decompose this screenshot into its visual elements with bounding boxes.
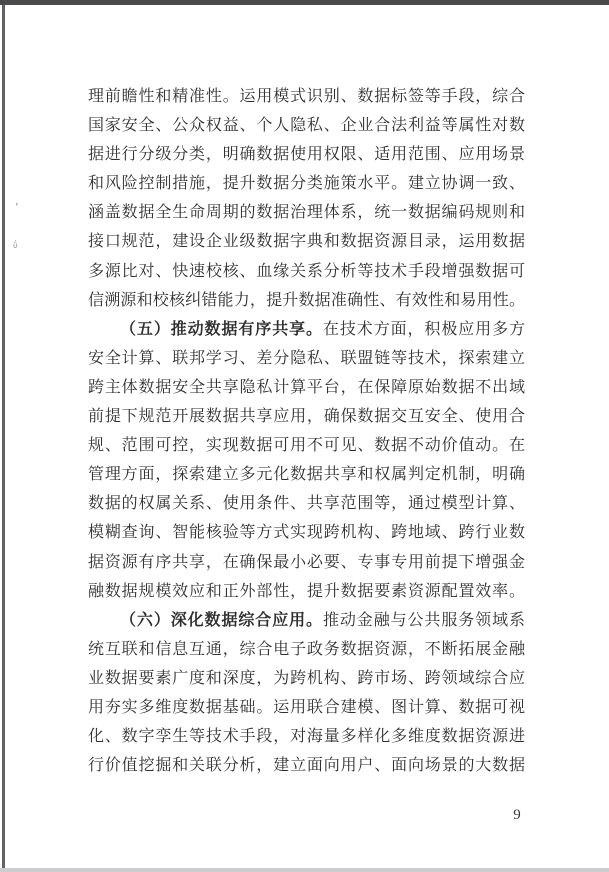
- text-line: [88, 548, 525, 577]
- text-line: [88, 227, 525, 256]
- line-text: 理前瞻性和精准性。运用模式识别、数据标签等手段，综合: [88, 88, 525, 105]
- text-line: [88, 315, 525, 344]
- text-line: [88, 198, 525, 227]
- text-line: [88, 402, 525, 431]
- line-text: 信溯源和校核纠错能力，提升数据准确性、有效性和易用性。: [88, 291, 525, 309]
- line-text: 规、范围可控，实现数据可用不可见、数据不动价值动。在: [88, 437, 525, 455]
- line-text: 模糊查询、智能核验等方式实现跨机构、跨地域、跨行业数: [88, 524, 525, 542]
- text-line: [88, 431, 525, 460]
- text-line: [88, 140, 525, 169]
- line-text: 据进行分级分类，明确数据使用权限、适用范围、应用场景: [88, 146, 525, 164]
- text-line: [88, 606, 525, 635]
- line-text: 在技术方面，积极应用多方: [322, 320, 525, 338]
- line-text: 跨主体数据安全共享隐私计算平台，在保障原始数据不出域: [88, 378, 525, 396]
- line-text: 用夯实多维度数据基础。运用联合建模、图计算、数据可视: [88, 698, 525, 716]
- line-text: 接口规范，建设企业级数据字典和数据资源目录，运用数据: [88, 233, 525, 251]
- text-line: [88, 460, 525, 489]
- line-text: 和风险控制措施，提升数据分类施策水平。建立协调一致、: [88, 175, 525, 193]
- line-text: 国家安全、公众权益、个人隐私、企业合法利益等属性对数: [88, 117, 525, 135]
- scan-artifact-mark: ʼ: [15, 201, 19, 214]
- scan-edge-top: [0, 0, 609, 5]
- text-line: [88, 169, 525, 198]
- line-text: 推动金融与公共服务领域系: [322, 611, 525, 629]
- paragraph: [88, 606, 525, 781]
- document-body: [88, 82, 525, 780]
- text-line: [88, 82, 525, 111]
- line-text: 多源比对、快速校核、血缘关系分析等技术手段增强数据可: [88, 262, 525, 280]
- page-number: 9: [513, 807, 521, 823]
- paragraph: [88, 82, 525, 315]
- section-heading: （五）推动数据有序共享。: [120, 320, 323, 338]
- section-heading: （六）深化数据综合应用。: [120, 611, 323, 629]
- scan-edge-left: [2, 5, 5, 872]
- line-text: 涵盖数据全生命周期的数据治理体系，统一数据编码规则和: [88, 204, 525, 222]
- text-line: [88, 373, 525, 402]
- line-text: 前提下规范开展数据共享应用，确保数据交互安全、使用合: [88, 408, 525, 426]
- line-text: 行价值挖掘和关联分析，建立面向用户、面向场景的大数据: [88, 757, 525, 775]
- text-line: [88, 286, 525, 315]
- line-text: 融数据规模效应和正外部性，提升数据要素资源配置效率。: [88, 582, 525, 600]
- text-line: [88, 693, 525, 722]
- text-line: [88, 751, 525, 780]
- line-text: 统互联和信息互通，综合电子政务数据资源，不断拓展金融: [88, 640, 525, 658]
- text-line: [88, 635, 525, 664]
- text-line: [88, 344, 525, 373]
- line-text: 化、数字孪生等技术手段，对海量多样化多维度数据资源进: [88, 728, 525, 746]
- paragraph: [88, 315, 525, 606]
- line-text: 据资源有序共享，在确保最小必要、专事专用前提下增强金: [88, 553, 525, 571]
- line-text: 业数据要素广度和深度，为跨机构、跨市场、跨领域综合应: [88, 669, 525, 687]
- text-line: [88, 111, 525, 140]
- line-text: 安全计算、联邦学习、差分隐私、联盟链等技术，探索建立: [88, 349, 525, 367]
- scan-edge-bottom: [0, 868, 609, 872]
- line-text: 管理方面，探索建立多元化数据共享和权属判定机制，明确: [88, 466, 525, 484]
- text-line: [88, 577, 525, 606]
- text-line: [88, 489, 525, 518]
- text-line: [88, 257, 525, 286]
- scan-artifact-mark: ΰ: [13, 241, 18, 250]
- text-line: [88, 664, 525, 693]
- text-line: [88, 518, 525, 547]
- text-line: [88, 722, 525, 751]
- line-text: 数据的权属关系、使用条件、共享范围等，通过模型计算、: [88, 495, 525, 513]
